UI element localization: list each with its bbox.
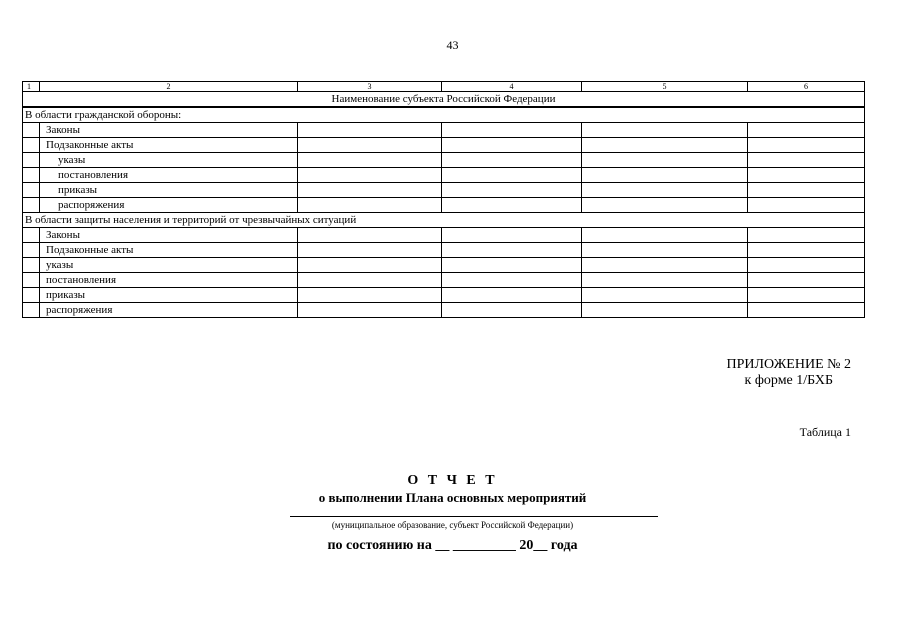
appendix-title: ПРИЛОЖЕНИЕ № 2 <box>726 357 851 372</box>
table-row <box>23 258 865 273</box>
table-row <box>23 288 865 303</box>
row-label: указы <box>40 258 298 273</box>
table-row <box>23 153 865 168</box>
report-table <box>22 81 865 318</box>
column-number: 4 <box>442 82 582 92</box>
report-title: О Т Ч Е Т <box>407 473 498 488</box>
row-label: приказы <box>40 183 298 198</box>
row-label: распоряжения <box>40 198 298 213</box>
subject-row-label: Наименование субъекта Российской Федерации <box>23 92 865 108</box>
section-header-row <box>23 107 865 123</box>
row-label: приказы <box>40 288 298 303</box>
column-number: 5 <box>582 82 748 92</box>
row-label: постановления <box>40 168 298 183</box>
column-number: 1 <box>23 82 40 92</box>
section-title: В области защиты населения и территорий от чрезвычайных ситуаций <box>23 213 865 228</box>
table-row <box>23 198 865 213</box>
appendix-subtitle: к форме 1/БХБ <box>744 373 833 388</box>
column-numbers-row <box>23 82 865 92</box>
section-header-row <box>23 213 865 228</box>
table-row <box>23 123 865 138</box>
row-label: Подзаконные акты <box>40 243 298 258</box>
table-label: Таблица 1 <box>799 425 851 439</box>
report-subtitle: о выполнении Плана основных мероприятий <box>318 490 587 505</box>
row-label: Подзаконные акты <box>40 138 298 153</box>
column-number: 3 <box>298 82 442 92</box>
fill-in-caption: (муниципальное образование, субъект Российской Федерации) <box>331 520 574 530</box>
row-label: указы <box>40 153 298 168</box>
table-row <box>23 228 865 243</box>
subject-row <box>23 92 865 108</box>
table-row <box>23 183 865 198</box>
column-number: 6 <box>748 82 865 92</box>
row-label: Законы <box>40 228 298 243</box>
table-row <box>23 303 865 318</box>
table-row <box>23 138 865 153</box>
row-label: распоряжения <box>40 303 298 318</box>
appendix-block <box>727 357 852 389</box>
table-row <box>23 243 865 258</box>
fill-in-line <box>290 516 658 517</box>
column-number: 2 <box>40 82 298 92</box>
row-label: Законы <box>40 123 298 138</box>
row-label: постановления <box>40 273 298 288</box>
table-row <box>23 168 865 183</box>
page-number: 43 <box>446 38 459 52</box>
report-date-line: по состоянию на __ _________ 20__ года <box>327 538 578 553</box>
section-title: В области гражданской обороны: <box>23 107 865 123</box>
table-row <box>23 273 865 288</box>
